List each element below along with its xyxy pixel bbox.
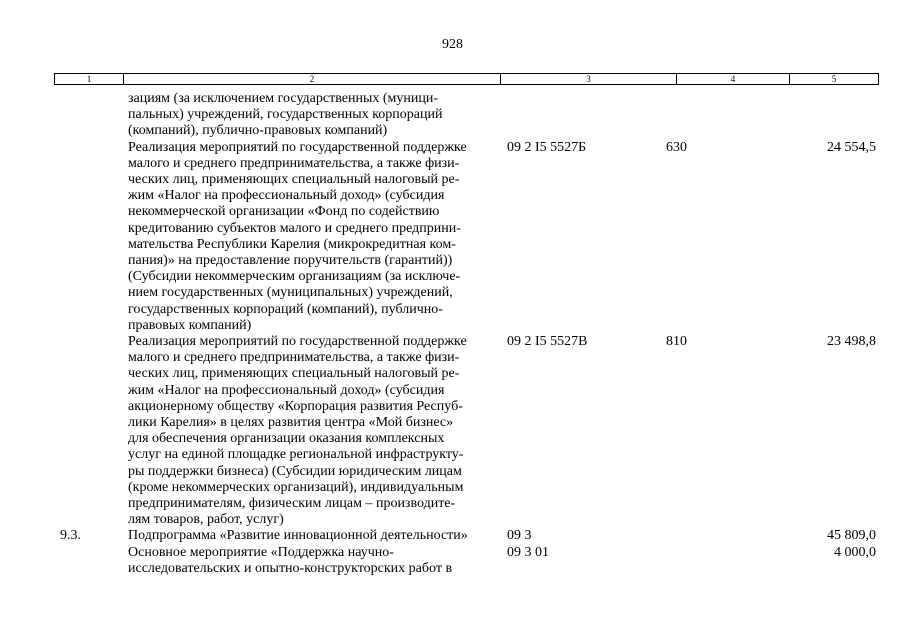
row-description-line: ры поддержки бизнеса) (Субсидии юридическим лицам xyxy=(128,463,462,479)
row-description-line: (кроме некоммерческих организаций), индивидуальным xyxy=(128,479,464,495)
row-expense-type: 810 xyxy=(666,334,687,349)
row-description-line: Подпрограмма «Развитие инновационной деятельности» xyxy=(128,528,468,544)
column-header-3: 3 xyxy=(501,74,677,84)
row-description-line: пальных) учреждений, государственных корпораций xyxy=(128,107,443,123)
row-description-line: (Субсидии некоммерческим организациям (за исключе- xyxy=(128,269,461,285)
row-description-line: предпринимателям, физическим лицам – производите- xyxy=(128,496,456,511)
row-description-line: мательства Республики Карелия (микрокредитная ком- xyxy=(128,236,456,252)
row-description-line: жим «Налог на профессиональный доход» (субсидия xyxy=(128,382,445,398)
row-expense-type: 630 xyxy=(666,139,687,155)
row-description-line: лики Карелия» в целях развития центра «Мой бизнес» xyxy=(128,415,454,430)
column-header-2: 2 xyxy=(124,74,501,84)
row-code: 09 3 01 xyxy=(507,544,549,560)
row-description-line: малого и среднего предпринимательства, а также физи- xyxy=(128,350,460,366)
row-amount: 4 000,0 xyxy=(834,544,876,560)
row-description-line: ческих лиц, применяющих специальный налоговый ре- xyxy=(128,366,460,382)
row-description-line: ческих лиц, применяющих специальный налоговый ре- xyxy=(128,172,460,187)
row-amount: 45 809,0 xyxy=(827,528,876,544)
row-description-line: (компаний), публично-правовых компаний) xyxy=(128,123,388,139)
column-header-5: 5 xyxy=(831,74,837,84)
row-description-line: малого и среднего предпринимательства, а также физи- xyxy=(128,155,460,171)
row-description-line: услуг на единой площадке региональной инфраструкту- xyxy=(128,447,464,463)
row-description-line: исследовательских и опытно-конструкторских работ в xyxy=(128,560,453,576)
row-code: 09 3 xyxy=(507,528,532,544)
row-description-line: жим «Налог на профессиональный доход» (субсидия xyxy=(128,188,445,204)
row-code: 09 2 I5 5527Б xyxy=(507,139,587,155)
page-number: 928 xyxy=(442,37,463,52)
row-description-line: кредитованию субъектов малого и среднего предприни- xyxy=(128,220,461,236)
row-code: 09 2 I5 5527В xyxy=(507,334,588,349)
row-description-line: Реализация мероприятий по государственной поддержке xyxy=(128,334,467,349)
row-description-line: пания)» на предоставление поручительств (гарантий)) xyxy=(128,253,453,268)
column-header-1: 1 xyxy=(55,74,124,84)
row-description-line: некоммерческой организации «Фонд по содействию xyxy=(128,204,440,220)
row-description-line: Реализация мероприятий по государственной поддержке xyxy=(128,139,467,155)
row-description-line: Основное мероприятие «Поддержка научно- xyxy=(128,544,394,560)
row-number: 9.3. xyxy=(60,528,81,544)
row-description-line: государственных корпораций (компаний), публично- xyxy=(128,301,443,317)
row-description-line: правовых компаний) xyxy=(128,317,252,333)
table-header-row xyxy=(54,73,879,85)
row-description-line: зациям (за исключением государственных (муници- xyxy=(128,91,439,106)
row-description-line: для обеспечения организации оказания комплексных xyxy=(128,431,445,447)
row-description-line: нием государственных (муниципальных) учреждений, xyxy=(128,285,453,301)
row-description-line: акционерному обществу «Корпорация развития Респуб- xyxy=(128,398,463,414)
column-header-4: 4 xyxy=(677,74,790,84)
row-amount: 24 554,5 xyxy=(827,139,876,155)
row-description-line: лям товаров, работ, услуг) xyxy=(128,512,284,528)
row-amount: 23 498,8 xyxy=(827,334,876,349)
